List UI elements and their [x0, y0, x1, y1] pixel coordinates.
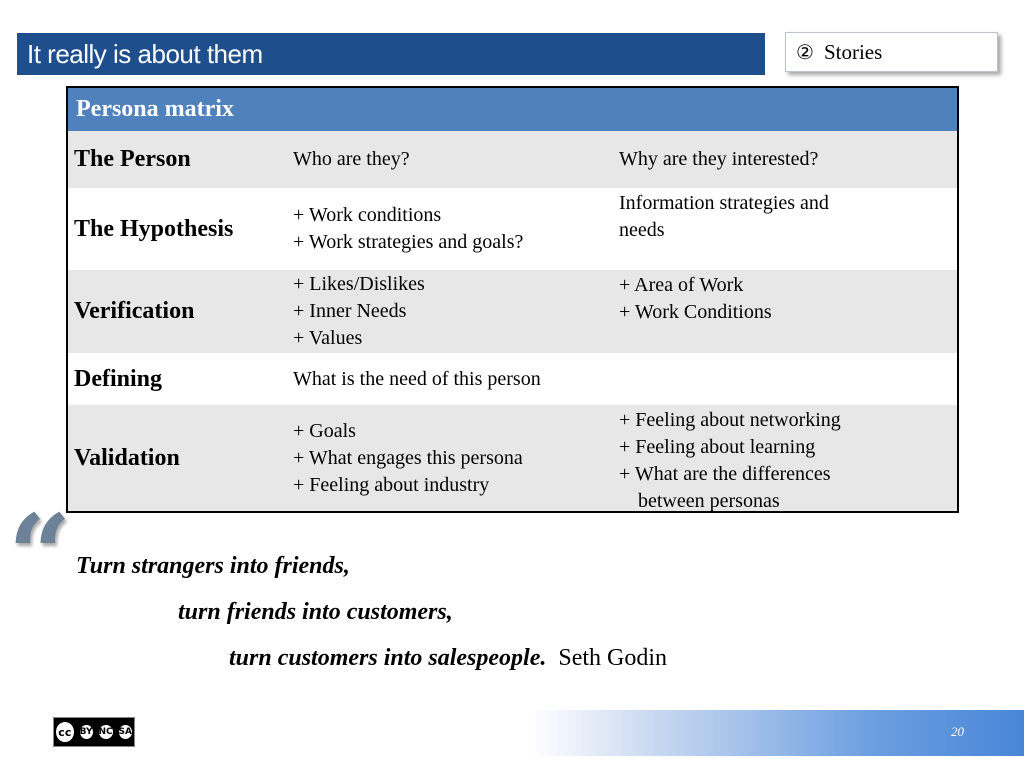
section-tag	[785, 32, 998, 72]
table-row	[68, 270, 957, 353]
row-col3	[619, 270, 949, 353]
footer-bar	[530, 710, 1024, 756]
cell-line: + Goals	[293, 419, 356, 442]
cell-line: + Area of Work	[619, 274, 744, 296]
row-col3	[619, 188, 949, 270]
cell-line: + Inner Needs	[293, 300, 407, 322]
cell-line: + Feeling about industry	[293, 473, 490, 496]
quote-mark-icon: “	[8, 490, 72, 619]
row-col2	[293, 188, 613, 270]
persona-matrix-table	[66, 86, 959, 513]
row-label: The Hypothesis	[74, 215, 234, 242]
quote-line-3	[229, 645, 667, 672]
cell-line: needs	[619, 219, 665, 241]
row-col2	[293, 131, 613, 188]
cell-lines	[293, 146, 410, 173]
cell-line: + Feeling about networking	[619, 409, 841, 431]
cell-line: + Values	[293, 327, 363, 349]
cell-lines	[619, 272, 772, 326]
cell-lines	[293, 366, 541, 393]
nc-icon: NC	[97, 723, 115, 741]
section-number: ②	[796, 41, 814, 64]
creative-commons-license-icon	[53, 717, 135, 747]
cell-lines	[619, 146, 818, 173]
slide-title: It really is about them	[27, 39, 263, 69]
row-col2	[293, 353, 623, 405]
row-label: Validation	[74, 444, 180, 471]
row-label: The Person	[74, 146, 191, 172]
cc-icon: cc	[54, 720, 76, 744]
cell-line: + Feeling about learning	[619, 436, 816, 458]
row-col3	[619, 131, 949, 188]
cell-lines	[293, 418, 523, 499]
cell-line: + Work conditions	[293, 204, 442, 226]
cell-line: + Work Conditions	[619, 301, 772, 323]
cell-lines	[293, 271, 425, 352]
row-label: Verification	[74, 298, 195, 324]
quote-author: Seth Godin	[558, 645, 668, 671]
page-number: 20	[951, 724, 964, 739]
matrix-header: Persona matrix	[68, 88, 957, 133]
cell-line: Why are they interested?	[619, 148, 819, 170]
quote-line-1: Turn strangers into friends,	[76, 553, 350, 579]
cell-lines	[619, 190, 829, 244]
table-row	[68, 353, 957, 405]
row-col3	[619, 353, 949, 405]
cell-line: Information strategies and	[619, 192, 829, 214]
by-icon: BY	[78, 723, 95, 741]
cell-line: between personas	[638, 490, 780, 512]
table-row	[68, 131, 957, 188]
section-label: Stories	[823, 39, 883, 64]
row-label: Defining	[74, 365, 163, 392]
row-col3	[619, 405, 949, 511]
cell-line: Who are they?	[293, 148, 410, 170]
cell-line: + Work strategies and goals?	[293, 231, 524, 253]
cell-line: What is the need of this person	[293, 367, 541, 390]
cell-lines	[619, 407, 841, 515]
sa-icon: SA	[117, 723, 134, 741]
slide-title-bar	[17, 33, 765, 75]
row-col2	[293, 405, 613, 511]
cell-line: + What are the differences	[619, 463, 831, 485]
quote-line-2: turn friends into customers,	[178, 599, 453, 625]
row-col2	[293, 270, 613, 353]
table-row	[68, 405, 957, 511]
cell-line: + What engages this persona	[293, 446, 523, 469]
table-row	[68, 188, 957, 270]
cell-lines	[293, 202, 523, 256]
cell-line: + Likes/Dislikes	[293, 273, 425, 295]
quote-line-3-text: turn customers into salespeople.	[229, 645, 547, 671]
